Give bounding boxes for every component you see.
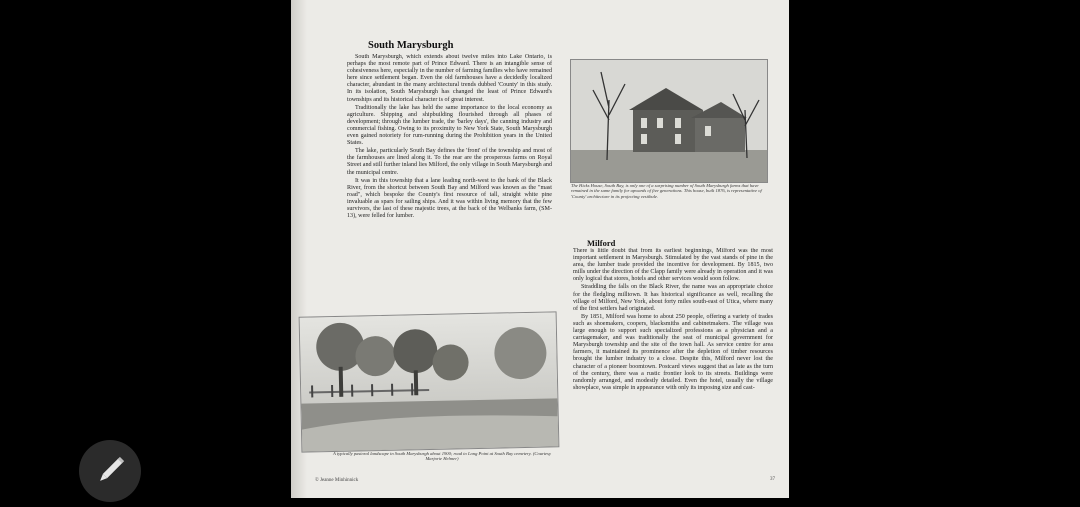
paragraph: South Marysburgh, which extends about twelve miles into Lake Ontario, is perhaps the most remote part of Prince Edward. There is an intangible sense of cohesiveness here, especially in the number of farming families who have remained here since settlement began. Even the old farmhouses have a decidedly localized character, abundant in the many architectural trends dubbed 'County' in this study. In its isolation, South Marysburgh has changed the least of Prince Edward's townships and its historical character is of great interest. xyxy=(347,54,552,103)
paragraph: By 1851, Milford was home to about 250 people, offering a variety of trades such as shoemakers, coopers, blacksmiths and cabinetmakers. The village was large enough to support such specialized professions as a physician and a carriagemaker, and was traditionally the seat of municipal government for Marysburgh township and the site of the town hall. As service centre for area farmers, it maintained its prominence after the depletion of timber resources brought the lumber industry to a close. Despite this, Milford never lost the character of a pioneer boomtown. Postcard views suggest that as late as the turn of the century, there was a rustic frontier look to its streets. Buildings were randomly arranged, and modestly detailed. Even the hotel, usually the village showplace, was simple in appearance with only its imposing size and cast- xyxy=(573,313,773,391)
landscape-photo-caption: A typically pastoral landscape in South Marysburgh about 1900; road to Long Point at South Bay cemetery. (Courtesy Marjorie Helmer) xyxy=(332,451,551,462)
photo-credit-footer: © Jeanne Minhinnick xyxy=(315,478,359,483)
paragraph: There is little doubt that from its earliest beginnings, Milford was the most important settlement in Marysburgh. Stimulated by the vast stands of pine in the area, the lumber trade provided the incentive for development. By 1815, two mills under the direction of the Clapp family were already in operation and it was only logical that stores, hotels and other services would soon follow. xyxy=(573,248,773,283)
paragraph: The lake, particularly South Bay defines the 'front' of the township and most of the farmhouses are lined along it. To the rear are the prosperous farms on Royal Street and still further inland lies Milford, the only village in South Marysburgh and the municipal centre. xyxy=(347,148,552,176)
left-text-column xyxy=(347,54,552,310)
edit-button[interactable] xyxy=(79,440,141,502)
hicks-house-photo xyxy=(570,59,768,183)
document-page xyxy=(291,0,789,498)
hicks-house-photo-caption: The Hicks House, South Bay, is only one of a surprising number of South Marysburgh farms that have remained in the same family for upwards of five generations. This house, built 1876, is representative of 'County' architecture in its projecting vestibule. xyxy=(571,183,762,199)
section-heading-milford: Milford xyxy=(587,238,616,248)
page-number: 37 xyxy=(770,477,775,482)
right-text-column xyxy=(573,248,773,476)
pencil-icon xyxy=(79,440,141,502)
landscape-photo xyxy=(299,311,560,452)
section-heading: South Marysburgh xyxy=(368,40,454,51)
paragraph: Traditionally the lake has held the same importance to the local economy as agriculture. Shipping and shipbuilding flourished through all phases of development; through the lumber trade, the 'barley days', the canning industry and commercial fishing. Owing to its proximity to New York State, South Marysburgh even gained notoriety for rum-running during the Prohibition years in the United States. xyxy=(347,104,552,147)
paragraph: Straddling the falls on the Black River, the name was an appropriate choice for the fledgling milltown. It has historical significance as well, recalling the village of Milford, New York, about forty miles south-east of Utica, where many of the first settlers had originated. xyxy=(573,284,773,312)
paragraph: It was in this township that a lane leading north-west to the bank of the Black River, from the shortcut between South Bay and Milford was known as the "mast road", which bespoke the County's first resource of tall, straight white pine invaluable as spars for sailing ships. And it was within living memory that the few survivors, the last of these majestic trees, at the back of the Welbanks farm, (SM-13), were felled for lumber. xyxy=(347,177,552,220)
